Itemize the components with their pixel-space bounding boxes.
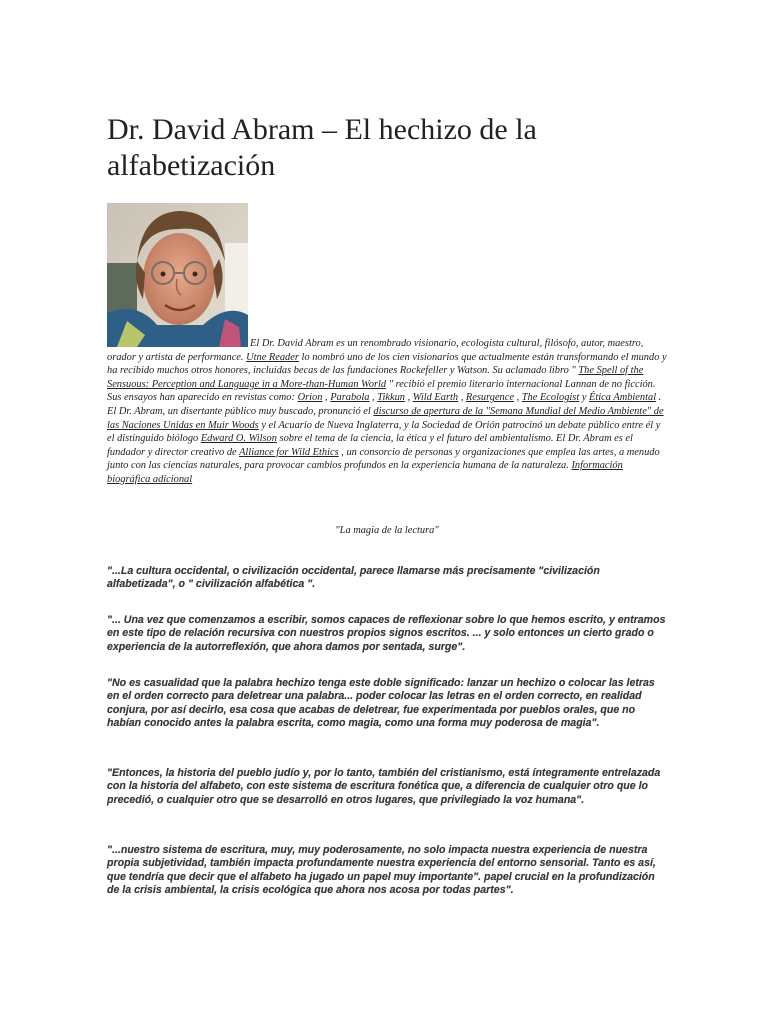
link-tikkun[interactable]: Tikkun xyxy=(377,392,405,404)
quote-paragraph: "Entonces, la historia del pueblo judío y, por lo tanto, también del cristianismo, está íntegramente entrelazada con la historia del alfabeto, con este sistema de escritura fonética que, a diferencia de cualquier otro que lo precedió, o cualquier otro que se desarrolló en otros lugares, que privilegiado la voz humana". xyxy=(107,767,661,806)
author-biography xyxy=(107,337,667,487)
bio-text: y el Acuario de Nueva Inglaterra, y la Sociedad de Orión patrocinó un debate público entre él y el distinguido biólogo xyxy=(107,419,661,445)
link-utne-reader[interactable]: Utne Reader xyxy=(246,351,299,363)
author-photo xyxy=(107,203,248,347)
link-parabola[interactable]: Parabola xyxy=(330,392,370,404)
bio-text: lo nombró uno de los cien visionarios que actualmente están transformando el mundo y ha recibido muchos otros honores, incluidas becas de las fundaciones Rockefeller y Watson. Su aclamado libro " xyxy=(107,351,667,377)
quote-paragraph: "...La cultura occidental, o civilización occidental, parece llamarse más precisamente "civilización alfabetizada", o " civilización alfabética ". xyxy=(107,565,600,591)
bio-text: , un consorcio de personas y organizaciones que emplea las artes, a menudo junto con las ciencias naturales, para provocar cambios profundos en la experiencia humana de la naturaleza. xyxy=(107,446,660,472)
link-edward-o-wilson[interactable]: Edward O. Wilson xyxy=(200,433,277,445)
author-portrait-image xyxy=(107,203,248,347)
quote-paragraph: "No es casualidad que la palabra hechizo tenga este doble significado: lanzar un hechizo o colocar las letras en el orden correcto para deletrear una palabra... poder colocar las letras en el orden correcto, en realidad conjura, por así decirlo, esa cosa que acabas de deletrear, fue experimentada por pueblos orales, que no habían conocido antes la palabra escrita, como magia, como una forma muy poderosa de magia". xyxy=(107,677,655,730)
link-etica-ambiental[interactable]: Ética Ambiental xyxy=(589,392,657,404)
page-title: Dr. David Abram – El hechizo de la alfabetización xyxy=(107,113,537,182)
bio-text: y xyxy=(579,392,590,404)
link-un-world-environment-week-speech[interactable]: discurso de apertura de la "Semana Mundial del Medio Ambiente" de las Naciones Unidas en Muir Woods xyxy=(107,405,664,431)
bio-text: El Dr. David Abram es un renombrado visionario, ecologista cultural, filósofo, autor, maestro, orador y artista de performance. xyxy=(107,338,644,363)
link-orion[interactable]: Orion xyxy=(297,392,323,404)
bio-text: , xyxy=(458,392,466,404)
bio-text: sobre el tema de la ciencia, la ética y el futuro del ambientalismo. El Dr. Abram es el fundador y director creativo de xyxy=(107,433,633,458)
link-wild-earth[interactable]: Wild Earth xyxy=(412,392,459,404)
bio-text: , xyxy=(369,392,378,404)
bio-text: , xyxy=(322,392,331,404)
link-spell-of-the-sensuous[interactable]: The Spell of the Sensuous: Perception and Language in a More-than-Human World xyxy=(107,365,644,390)
bio-text: " recibió el premio literario internacional Lannan de no ficción. Sus ensayos han aparecido en revistas como: xyxy=(107,378,656,404)
bio-text: , xyxy=(513,392,522,404)
link-the-ecologist[interactable]: The Ecologist xyxy=(521,392,580,404)
quote-paragraph: "... Una vez que comenzamos a escribir, somos capaces de reflexionar sobre lo que hemos escrito, y entramos en este tipo de relación recursiva con nuestros propios signos escritos. ... y solo entonces un cierto grado o experiencia de la autorreflexión, que ahora damos por sentada, surge". xyxy=(107,614,666,653)
link-alliance-for-wild-ethics[interactable]: Alliance for Wild Ethics xyxy=(239,446,339,458)
link-resurgence[interactable]: Resurgence xyxy=(465,392,514,404)
section-title: "La magia de la lectura" xyxy=(335,525,439,536)
link-additional-bio-info[interactable]: Información biográfica adicional xyxy=(107,460,623,485)
bio-text: . El Dr. Abram, un disertante público muy buscado, pronunció el xyxy=(107,392,662,417)
quote-paragraph: "...nuestro sistema de escritura, muy, muy poderosamente, no solo impacta nuestra experiencia de nuestra propia subjetividad, también impacta profundamente nuestra experiencia del entorno sensorial. Tanto es así, que tendría que decir que el alfabeto ha jugado un papel muy importante". papel crucial en la profundización de la crisis ambiental, la crisis ecológica que ahora nos acosa por todas partes". xyxy=(107,844,656,897)
bio-text: , xyxy=(404,392,413,404)
